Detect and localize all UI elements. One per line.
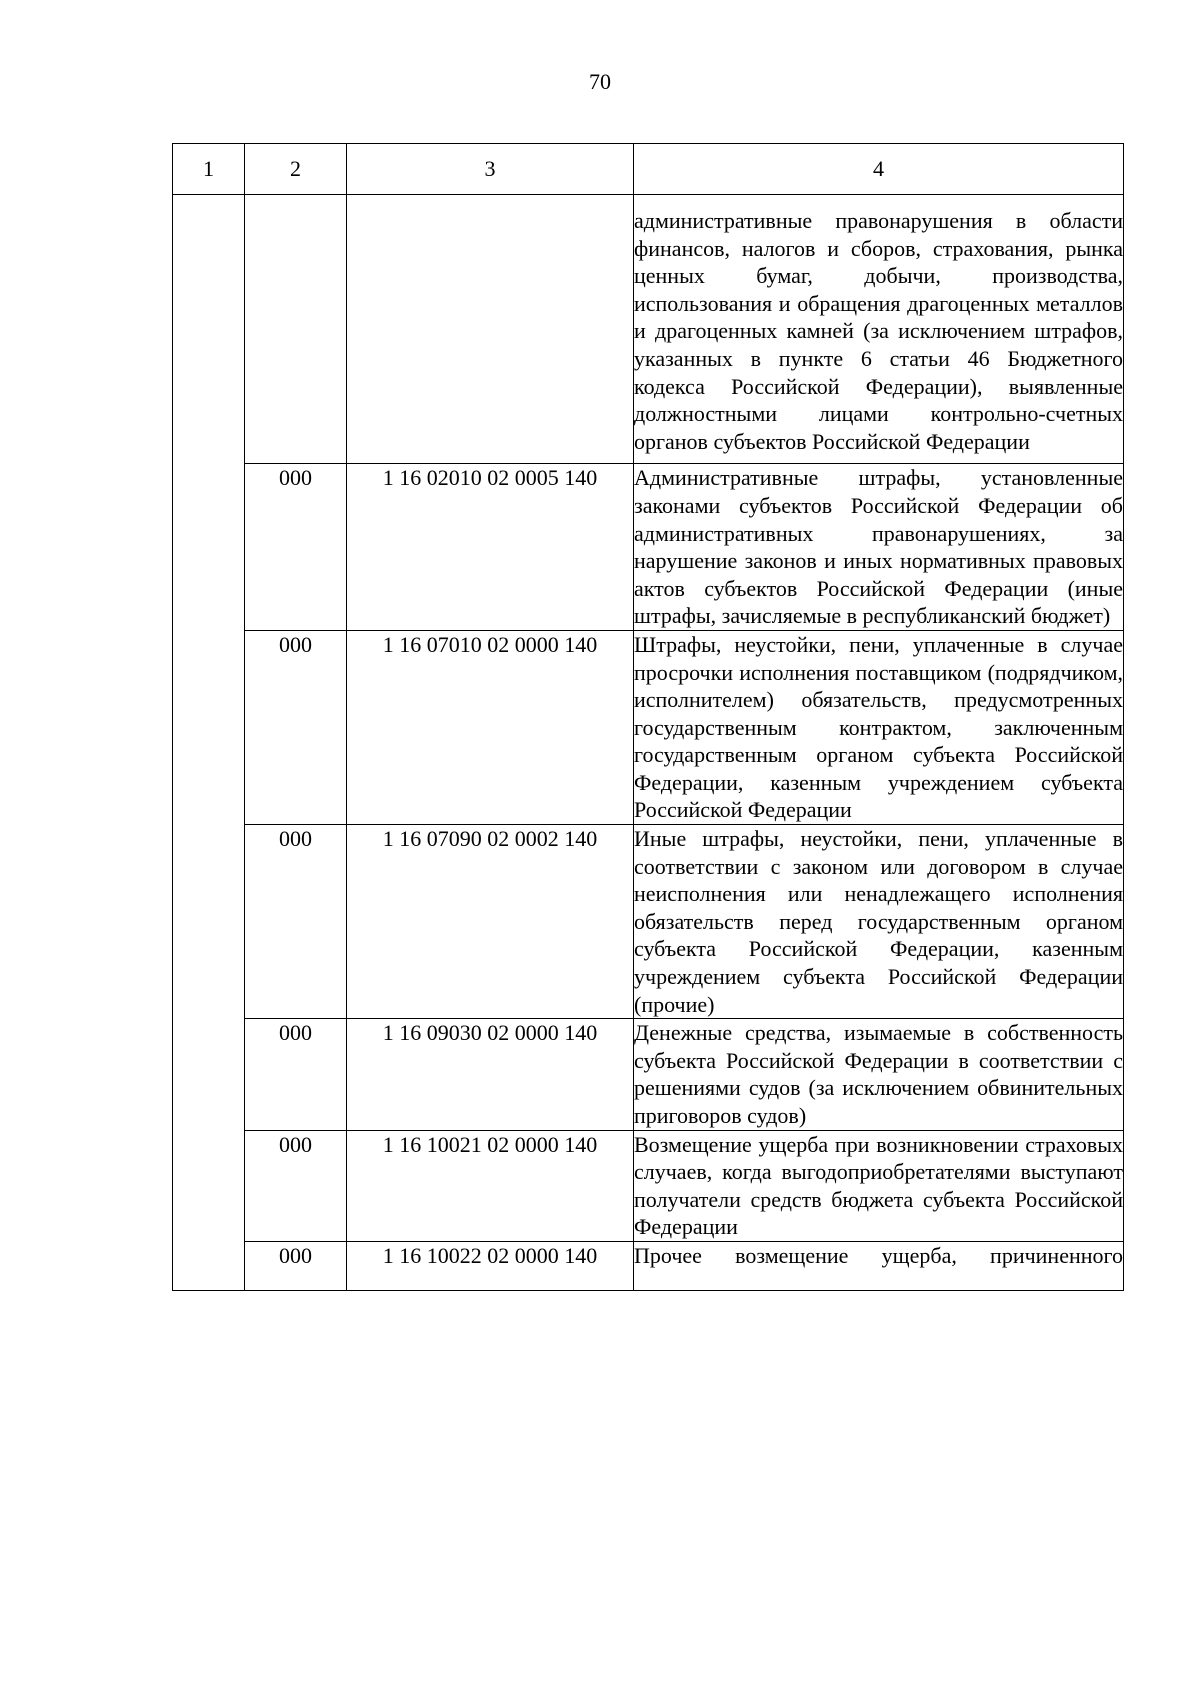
table-row: [173, 1130, 1124, 1241]
header-col-3: 3: [347, 144, 634, 195]
revenue-code-cell: 1 16 10021 02 0000 140: [347, 1130, 634, 1241]
revenue-description-cell: Административные штрафы, установленные законами субъектов Российской Федерации об административных правонарушениях, за нарушение законов и иных нормативных правовых актов субъектов Российской Федерации (иные штрафы, зачисляемые в республиканский бюджет): [634, 464, 1124, 631]
revenue-description-cell: Прочее возмещение ущерба, причиненного: [634, 1241, 1124, 1290]
budget-revenue-table: [172, 143, 1124, 1291]
revenue-code-cell: 1 16 07010 02 0000 140: [347, 630, 634, 824]
admin-code-cell: 000: [245, 1130, 347, 1241]
page-number: 70: [589, 69, 611, 94]
table-row: [173, 630, 1124, 824]
header-col-4: 4: [634, 144, 1124, 195]
table-row: [173, 195, 1124, 464]
header-col-2: 2: [245, 144, 347, 195]
admin-code-cell: 000: [245, 1241, 347, 1290]
revenue-description-cell: административные правонарушения в области финансов, налогов и сборов, страхования, рынка ценных бумаг, добычи, производства, использования и обращения драгоценных металлов и драгоценных камней (за исключением штрафов, указанных в пункте 6 статьи 46 Бюджетного кодекса Российской Федерации), выявленные должностными лицами контрольно-счетных органов субъектов Российской Федерации: [634, 195, 1124, 464]
revenue-code-cell: [347, 195, 634, 464]
revenue-code-cell: 1 16 09030 02 0000 140: [347, 1019, 634, 1130]
group-number-cell: [173, 195, 245, 1291]
header-col-1: 1: [173, 144, 245, 195]
table-row: [173, 464, 1124, 631]
revenue-description-cell: Возмещение ущерба при возникновении страховых случаев, когда выгодоприобретателями выступают получатели средств бюджета субъекта Российской Федерации: [634, 1130, 1124, 1241]
admin-code-cell: [245, 195, 347, 464]
revenue-description-cell: Штрафы, неустойки, пени, уплаченные в случае просрочки исполнения поставщиком (подрядчиком, исполнителем) обязательств, предусмотренных государственным контрактом, заключенным государственным органом субъекта Российской Федерации, казенным учреждением субъекта Российской Федерации: [634, 630, 1124, 824]
admin-code-cell: 000: [245, 825, 347, 1019]
table-row: [173, 1241, 1124, 1290]
admin-code-cell: 000: [245, 464, 347, 631]
revenue-description-cell: Иные штрафы, неустойки, пени, уплаченные в соответствии с законом или договором в случае неисполнения или ненадлежащего исполнения обязательств перед государственным органом субъекта Российской Федерации, казенным учреждением субъекта Российской Федерации (прочие): [634, 825, 1124, 1019]
revenue-description-cell: Денежные средства, изымаемые в собственность субъекта Российской Федерации в соответствии с решениями судов (за исключением обвинительных приговоров судов): [634, 1019, 1124, 1130]
table-row: [173, 1019, 1124, 1130]
table-row: [173, 825, 1124, 1019]
revenue-code-cell: 1 16 02010 02 0005 140: [347, 464, 634, 631]
revenue-code-cell: 1 16 10022 02 0000 140: [347, 1241, 634, 1290]
admin-code-cell: 000: [245, 630, 347, 824]
revenue-code-cell: 1 16 07090 02 0002 140: [347, 825, 634, 1019]
admin-code-cell: 000: [245, 1019, 347, 1130]
table-header-row: [173, 144, 1124, 195]
